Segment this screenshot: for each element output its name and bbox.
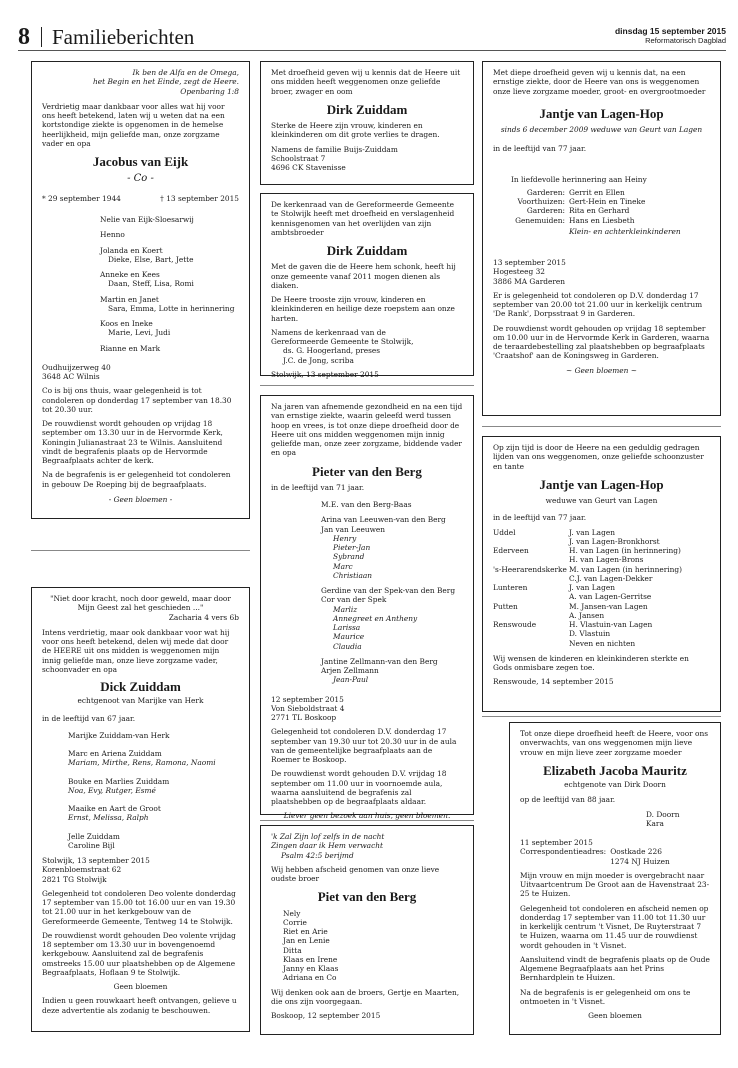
family-names: M. van Lagen (in herinnering) C.J. van Lagen-Dekker bbox=[569, 564, 683, 583]
notice-text: Met de gaven die de Heere hem schonk, heeft hij onze gemeente vanaf 2011 mogen dienen als diaken. bbox=[271, 262, 456, 290]
condolence-info: Gelegenheid tot condoleren Deo volente donderdag 17 september van 15.00 tot 16.00 uur en van 19.30 tot 21.00 uur in het kerkgebouw van de Gereformeerde Gemeente, Tentweg 14 te Stolwijk. bbox=[42, 888, 236, 926]
place-date: Boskoop, 12 september 2015 bbox=[271, 1011, 381, 1020]
notice-text: Wij denken ook aan de broers, Gertje en Maarten, die ons zijn voorgegaan. bbox=[271, 987, 460, 1006]
family-names: J. van Lagen J. van Lagen-Bronkhorst bbox=[569, 527, 660, 546]
spouse-note: echtgenote van Dirk Doorn bbox=[564, 780, 666, 789]
page-number: 8 bbox=[18, 24, 30, 50]
family-names: H. Vlastuin-van Lagen D. Vlastuin Neven en nichten bbox=[569, 620, 653, 648]
bible-verse: Ik ben de Alfa en de Omega, het Begin en het Einde, zegt de Heere. Openbaring 1:8 bbox=[93, 68, 239, 96]
family-group: Marijke Zuiddam-van Herk bbox=[68, 730, 170, 740]
bible-verse: "Niet door kracht, noch door geweld, maar door Mijn Geest zal het geschieden ..." bbox=[50, 594, 231, 613]
family-member: Nely bbox=[283, 908, 301, 918]
family-place: Renswoude bbox=[493, 620, 537, 629]
spouse-note: echtgenoot van Marijke van Herk bbox=[77, 696, 204, 706]
notice-dirk-zuiddam-family bbox=[260, 61, 474, 185]
after-burial-info: Na de begrafenis is er gelegenheid om ons te ontmoeten in 't Visnet. bbox=[520, 987, 691, 1006]
family-member: Ditta bbox=[283, 945, 302, 955]
deceased-name: Dirk Zuiddam bbox=[326, 243, 408, 258]
family-place: Garderen: bbox=[526, 206, 565, 216]
signature-block: Namens de kerkenraad van de Gereformeerde Gemeente te Stolwijk, ds. G. Hoogerland, preses J.C. de Jong, scriba bbox=[271, 327, 414, 365]
column-separator bbox=[260, 385, 474, 386]
deceased-nickname: - Co - bbox=[127, 173, 154, 185]
family-group: Anneke en Kees Daan, Steff, Lisa, Romi bbox=[100, 270, 194, 289]
place-date: Stolwijk, 13 september 2015 bbox=[271, 369, 379, 379]
closing-note: Geen bloemen bbox=[113, 982, 168, 991]
family-group: Martin en Janet Sara, Emma, Lotte in herinnering bbox=[100, 294, 235, 313]
issue-date: dinsdag 15 september 2015 bbox=[614, 26, 726, 36]
notice-text: Mijn vrouw en mijn moeder is overgebracht naar Uitvaartcentrum De Groot aan de Havenstraat 23-25 te Huizen. bbox=[520, 870, 710, 899]
notice-intro: Tot onze diepe droefheid heeft de Heere, voor ons onverwachts, van ons weggenomen mijn lieve vrouw en mijn lieve zeer zorgzame moeder bbox=[520, 729, 709, 757]
notice-dirk-zuiddam-church bbox=[260, 193, 474, 379]
family-group: Jantine Zellmann-van den Berg Arjen Zellmann Jean-Paul bbox=[321, 656, 438, 685]
deceased-name: Piet van den Berg bbox=[317, 889, 417, 905]
service-info: De rouwdienst wordt gehouden Deo volente vrijdag 18 september om 13.30 uur in bovengenoemd kerkgebouw. Aansluitend zal de begrafenis omstreeks 15.00 uur plaatshebben op de Algemene Begraafplaats, Hoflaan 9 te Stolwijk. bbox=[42, 930, 236, 977]
family-group: Nelie van Eijk-Sloesarwij bbox=[100, 215, 194, 224]
home-address: 12 september 2015 Von Sieboldstraat 4 2771 TL Boskoop bbox=[271, 694, 345, 722]
deceased-name: Dirk Zuiddam bbox=[326, 101, 408, 117]
family-group: Jolanda en Koert Dieke, Else, Bart, Jette bbox=[100, 245, 194, 264]
address-lines: Oostkade 226 1274 NJ Huizen bbox=[610, 847, 670, 866]
family-group: Marc en Ariena Zuiddam Mariam, Mirthe, Rens, Ramona, Naomi bbox=[68, 749, 216, 768]
family-member: Klaas en Irene bbox=[283, 954, 338, 964]
family-list bbox=[42, 731, 239, 850]
notice-intro: Verdrietig maar dankbaar voor alles wat hij voor ons heeft betekend, laten wij u weten dat na een kortstondige ziekte is opgenomen in de hemelse heerlijkheid, mijn geliefde man, onze zorgzame vader en opa bbox=[42, 101, 225, 148]
life-dates bbox=[42, 194, 239, 203]
family-names: Gerrit en Ellen bbox=[569, 187, 625, 197]
family-names: H. van Lagen (in herinnering) H. van Lagen-Brons bbox=[569, 546, 681, 565]
home-address: Oudhuijzerweg 40 3648 AC Wilnis bbox=[42, 362, 111, 381]
notice-piet-van-den-berg bbox=[260, 825, 474, 1035]
family-place: Voorthuizen: bbox=[517, 197, 565, 206]
service-info: De rouwdienst wordt gehouden op vrijdag 18 september om 13.30 uur in de Hervormde Kerk, Koningin Julianastraat 23 te Wilnis. Aansluitend vindt de begrafenis plaats op de Hervormde Begraafplaats achter de kerk. bbox=[42, 419, 223, 465]
after-burial-info: Na de begrafenis is er gelegenheid tot condoleren in gebouw De Roeping bij de begraafplaats. bbox=[42, 470, 231, 489]
family-place: Uddel bbox=[493, 527, 516, 537]
deceased-name: Jantje van Lagen-Hop bbox=[539, 476, 664, 492]
age-line: in de leeftijd van 77 jaar. bbox=[493, 513, 587, 523]
family-place: Ederveen bbox=[493, 546, 529, 555]
family-names: J. van Lagen A. van Lagen-Gerritse bbox=[569, 583, 652, 602]
family-member: Adriana en Co bbox=[283, 973, 337, 983]
notice-intro: Intens verdrietig, maar ook dankbaar voor wat hij voor ons heeft betekend, delen wij mede dat door de HEERE uit ons midden is weggenomen mijn innig geliefde man, onze lieve zorgzame vader, schoonvader en opa bbox=[42, 627, 230, 674]
closing-note: Geen bloemen bbox=[588, 1011, 642, 1020]
deceased-name: Jantje van Lagen-Hop bbox=[539, 105, 664, 121]
home-address: 13 september 2015 Hogesteeg 32 3886 MA Garderen bbox=[493, 258, 566, 286]
family-group: Maaike en Aart de Groot Ernst, Melissa, Ralph bbox=[68, 804, 161, 823]
notice-text: Wij wensen de kinderen en kleinkinderen sterkte en Gods onmisbare zegen toe. bbox=[493, 653, 689, 672]
date-line: 11 september 2015 bbox=[520, 838, 593, 847]
birth-date: * 29 september 1944 bbox=[42, 193, 121, 203]
age-line: in de leeftijd van 67 jaar. bbox=[42, 713, 136, 723]
condolence-info: Gelegenheid tot condoleren en afscheid nemen op donderdag 17 september van 11.00 tot 11.30 uur in kerkelijk centrum 't Visnet, De Ruyterstraat 7 te Huizen, waarna om 11.45 uur de rouwdienst wordt gehouden in 't Visnet. bbox=[520, 903, 709, 950]
family-member: Corrie bbox=[283, 917, 307, 927]
notice-intro: Na jaren van afnemende gezondheid en na een tijd van ernstige ziekte, waarin geleefd werd tussen hoop en vrees, is tot onze diepe droefheid door de Heere uit ons midden weggenomen mijn innig geliefde man, onze zeer zorgzame, biddende vader en opa bbox=[271, 402, 463, 458]
age-line: op de leeftijd van 88 jaar. bbox=[520, 795, 616, 805]
condolence-info: Er is gelegenheid tot condoleren op D.V. donderdag 17 september van 20.00 tot 21.00 uur in kerkelijk centrum 'De Rank', Dorpsstraat 9 in Garderen. bbox=[493, 290, 703, 319]
family-names: Gert-Hein en Tineke bbox=[569, 197, 646, 206]
notice-text: Indien u geen rouwkaart heeft ontvangen, gelieve u deze advertentie als zodanig te beschouwen. bbox=[42, 996, 237, 1015]
family-table bbox=[493, 188, 710, 225]
bible-verse: 'k Zal Zijn lof zelfs in de nacht Zingen daar ik Hem verwacht Psalm 42:5 berijmd bbox=[271, 832, 385, 860]
column-separator bbox=[31, 550, 250, 551]
notice-intro: Wij hebben afscheid genomen van onze lieve oudste broer bbox=[271, 864, 440, 883]
service-info: Aansluitend vindt de begrafenis plaats op de Oude Algemene Begraafplaats aan het Prins Bernhardplein te Huizen. bbox=[520, 954, 710, 983]
notice-dick-zuiddam bbox=[31, 587, 250, 1032]
notice-jantje-van-lagen-hop-inlaws bbox=[482, 436, 721, 712]
closing-note: ~ Geen bloemen ~ bbox=[566, 365, 637, 375]
family-group: Jelle Zuiddam Caroline Bijl bbox=[68, 831, 120, 850]
family-group: Koos en Ineke Marie, Levi, Judi bbox=[100, 319, 171, 338]
closing-note: - Geen bloemen - bbox=[108, 494, 173, 504]
notice-text: Sterke de Heere zijn vrouw, kinderen en kleinkinderen om dit grote verlies te dragen. bbox=[271, 121, 440, 140]
address-label: Correspondentieadres: bbox=[520, 847, 607, 857]
newspaper-name: Reformatorisch Dagblad bbox=[645, 36, 726, 45]
column-separator bbox=[260, 820, 474, 821]
header-rule bbox=[18, 50, 726, 51]
deceased-name: Jacobus van Eijk bbox=[92, 154, 189, 169]
grandchildren-line: Klein- en achterkleinkinderen bbox=[569, 226, 681, 236]
service-info: De rouwdienst wordt gehouden op vrijdag 18 september om 10.00 uur in de Hervormde Kerk in Garderen, waarna de teraardebestelling zal plaatshebben op begraafplaats 'Craatshof' aan de Koningsweg in Garderen. bbox=[493, 323, 710, 361]
section-title: Familieberichten bbox=[52, 25, 195, 49]
deceased-name: Pieter van den Berg bbox=[312, 463, 422, 479]
family-names: M. Jansen-van Lagen A. Jansen bbox=[569, 601, 648, 620]
notice-intro: Met droefheid geven wij u kennis dat de Heere uit ons midden heeft weggenomen onze geliefde broer, zwager en oom bbox=[271, 68, 461, 96]
correspondence-address bbox=[520, 847, 710, 866]
service-info: De rouwdienst wordt gehouden D.V. vrijdag 18 september om 11.00 uur in voornoemde aula, waarna aansluitend de begrafenis zal plaatshebben op de begraafplaats aldaar. bbox=[271, 769, 447, 806]
family-names: Rita en Gerhard bbox=[569, 206, 630, 216]
death-date: † 13 september 2015 bbox=[160, 193, 239, 203]
notice-pieter-van-den-berg bbox=[260, 395, 474, 821]
family-place: Garderen: bbox=[526, 187, 565, 197]
signature-block: Namens de familie Buijs-Zuiddam Schoolstraat 7 4696 CK Stavenisse bbox=[271, 144, 398, 172]
age-line: in de leeftijd van 77 jaar. bbox=[493, 144, 587, 154]
notice-intro: Met diepe droefheid geven wij u kennis dat, na een ernstige ziekte, door de Heere van ons is weggenomen onze lieve zorgzame moeder, groot- en overgrootmoeder bbox=[493, 68, 706, 96]
family-group: Rianne en Mark bbox=[100, 343, 161, 353]
family-list bbox=[42, 215, 239, 353]
family-place: Genemuiden: bbox=[515, 215, 565, 225]
column-separator bbox=[482, 426, 721, 427]
family-group: Gerdine van der Spek-van den Berg Cor van der Spek Marliz Annegreet en Antheny Larissa Maurice Claudia bbox=[321, 586, 456, 651]
family-list bbox=[271, 909, 463, 983]
verse-reference: Zacharia 4 vers 6b bbox=[168, 612, 239, 622]
header-divider bbox=[41, 27, 42, 47]
deceased-name: Dick Zuiddam bbox=[100, 679, 181, 694]
family-group: M.E. van den Berg-Baas bbox=[321, 500, 412, 509]
column-separator bbox=[482, 716, 721, 717]
notice-text: De Heere trooste zijn vrouw, kinderen en kleinkinderen en heilige deze roepstem aan onze harten. bbox=[271, 295, 455, 323]
notice-jacobus-van-eijk bbox=[31, 61, 250, 519]
family-member: Janny en Klaas bbox=[283, 964, 339, 973]
family-place: 's-Heerarendskerke bbox=[493, 564, 567, 574]
age-line: in de leeftijd van 71 jaar. bbox=[271, 482, 365, 492]
widow-note: weduwe van Geurt van Lagen bbox=[545, 496, 658, 505]
widow-note: sinds 6 december 2009 weduwe van Geurt van Lagen bbox=[500, 125, 703, 134]
memory-line: In liefdevolle herinnering aan Heiny bbox=[511, 174, 647, 184]
notice-intro: De kerkenraad van de Gereformeerde Gemeente te Stolwijk heeft met droefheid en verslagenheid kennisgenomen van het overlijden van zijn ambtsbroeder bbox=[271, 200, 455, 237]
condolence-info: Co is bij ons thuis, waar gelegenheid is tot condoleren op donderdag 17 september van 18.30 tot 20.30 uur. bbox=[42, 386, 232, 414]
notice-jantje-van-lagen-hop-children bbox=[482, 61, 721, 416]
home-address: Stolwijk, 13 september 2015 Korenbloemstraat 62 2821 TG Stolwijk bbox=[42, 856, 150, 884]
closing-note: Liever geen bezoek aan huis, geen bloemen. bbox=[283, 811, 451, 821]
deceased-name: Elizabeth Jacoba Mauritz bbox=[543, 762, 687, 778]
family-group: Henno bbox=[100, 230, 125, 240]
family-place: Putten bbox=[493, 601, 518, 611]
place-date: Renswoude, 14 september 2015 bbox=[493, 677, 614, 687]
family-names: Hans en Liesbeth bbox=[569, 215, 635, 225]
family-group: Arina van Leeuwen-van den Berg Jan van Leeuwen Henry Pieter-Jan Sybrand Marc Christiaan bbox=[321, 515, 446, 580]
family-group: Bouke en Marlies Zuiddam Noa, Evy, Rutger, Esmé bbox=[68, 776, 170, 795]
family-member: Jan en Lenie bbox=[283, 936, 330, 946]
family-list bbox=[271, 500, 463, 685]
family-member: Riet en Arie bbox=[283, 927, 328, 936]
family-table bbox=[493, 528, 710, 648]
condolence-info: Gelegenheid tot condoleren D.V. donderdag 17 september van 19.30 uur tot 20.30 uur in de aula van de gemeentelijke begraafplaats aan de Roemer te Boskoop. bbox=[271, 727, 457, 764]
notice-intro: Op zijn tijd is door de Heere na een geduldig gedragen lijden van ons weggenomen, onze geliefde schoonzuster en tante bbox=[493, 443, 704, 471]
signature-block: D. Doorn Kara bbox=[646, 809, 680, 828]
family-place: Lunteren bbox=[493, 583, 528, 592]
notice-elizabeth-jacoba-mauritz bbox=[509, 722, 721, 1035]
